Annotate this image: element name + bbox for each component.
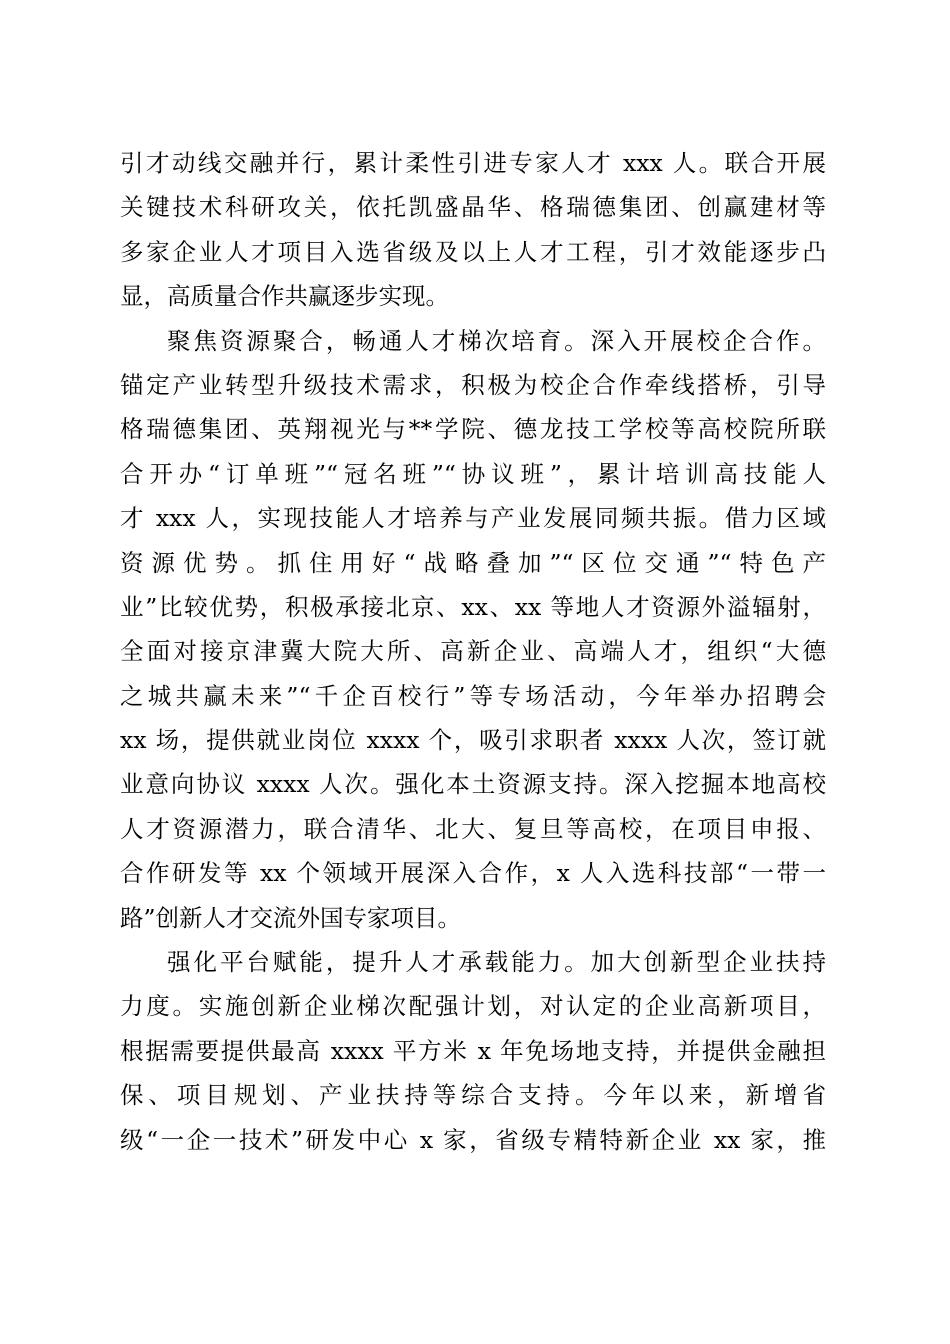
paragraph-first-line: 强化平台赋能，提升人才承载能力。加大创新型企业扶持 — [167, 948, 826, 977]
text-line: 级“一企一技术”研发中心 x 家，省级专精特新企业 xx 家，推 — [120, 1125, 826, 1154]
text-line: 合作研发等 xx 个领域开展深入合作，x 人入选科技部“一带一 — [120, 859, 826, 888]
text-line: 路”创新人才交流外国专家项目。 — [120, 903, 462, 932]
text-line: xx 场，提供就业岗位 xxxx 个，吸引求职者 xxxx 人次，签订就 — [120, 726, 826, 755]
text-line: 锚定产业转型升级技术需求，积极为校企合作牵线搭桥，引导 — [120, 370, 826, 399]
text-line: 才 xxx 人，实现技能人才培养与产业发展同频共振。借力区域 — [120, 504, 826, 533]
text-line: 保、项目规划、产业扶持等综合支持。今年以来，新增省 — [120, 1081, 826, 1110]
text-line: 人才资源潜力，联合清华、北大、复旦等高校，在项目申报、 — [120, 814, 826, 843]
text-line: 格瑞德集团、英翔视光与**学院、德龙技工学校等高校院所联 — [120, 415, 826, 444]
text-line: 之城共赢未来”“千企百校行”等专场活动，今年举办招聘会 — [120, 681, 826, 710]
text-line: 关键技术科研攻关，依托凯盛晶华、格瑞德集团、创赢建材等 — [120, 193, 826, 222]
text-line: 引才动线交融并行，累计柔性引进专家人才 xxx 人。联合开展 — [120, 149, 826, 177]
text-line: 力度。实施创新企业梯次配强计划，对认定的企业高新项目， — [120, 992, 826, 1021]
text-line: 业意向协议 xxxx 人次。强化本土资源支持。深入挖掘本地高校 — [120, 770, 826, 799]
text-line: 合开办“订单班”“冠名班”“协议班”，累计培训高技能人 — [120, 459, 826, 488]
text-line: 资源优势。抓住用好“战略叠加”“区位交通”“特色产 — [120, 548, 826, 577]
text-line: 显，高质量合作共赢逐步实现。 — [120, 282, 449, 311]
text-line: 根据需要提供最高 xxxx 平方米 x 年免场地支持，并提供金融担 — [120, 1036, 826, 1065]
paragraph-first-line: 聚焦资源聚合，畅通人才梯次培育。深入开展校企合作。 — [167, 326, 826, 355]
text-line: 多家企业人才项目入选省级及以上人才工程，引才效能逐步凸 — [120, 237, 826, 266]
text-line: 业”比较优势，积极承接北京、xx、xx 等地人才资源外溢辐射， — [120, 592, 826, 621]
body-text — [120, 141, 826, 1162]
text-line: 全面对接京津冀大院大所、高新企业、高端人才，组织“大德 — [120, 637, 826, 666]
